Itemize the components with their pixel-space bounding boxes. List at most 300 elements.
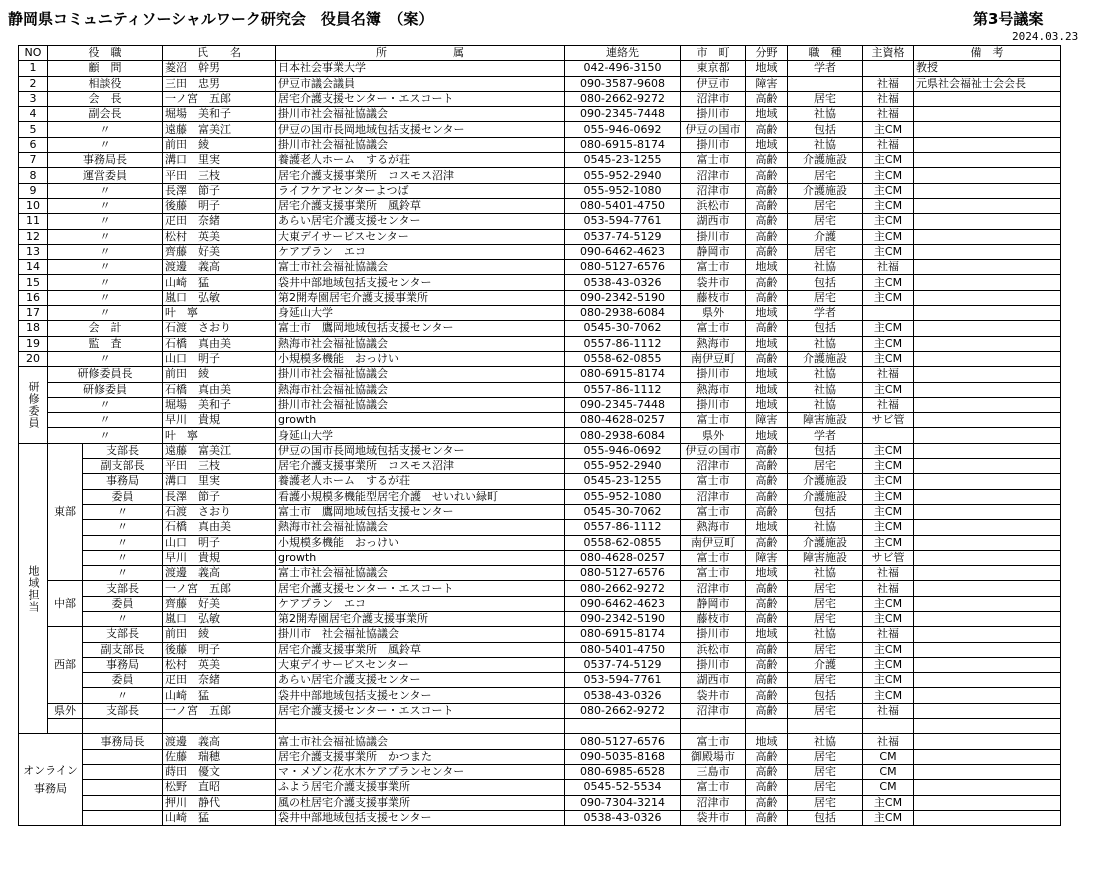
job-cell: 障害施設: [788, 550, 863, 565]
role-cell: 〃: [83, 535, 163, 550]
field-cell: 高齢: [746, 168, 788, 183]
org-cell: ふよう居宅介護支援事業所: [276, 780, 565, 795]
job-cell: 居宅: [788, 198, 863, 213]
col-org: 所 属: [276, 46, 565, 61]
spacer-cell: [48, 719, 83, 734]
job-cell: 社協: [788, 734, 863, 749]
city-cell: 沼津市: [681, 183, 746, 198]
job-cell: 社協: [788, 520, 863, 535]
job-cell: 包括: [788, 443, 863, 458]
role-cell: 事務局: [83, 657, 163, 672]
city-cell: 沼津市: [681, 489, 746, 504]
org-cell: 掛川市社会福祉協議会: [276, 107, 565, 122]
city-cell: 藤枝市: [681, 290, 746, 305]
tel-cell: 090-7304-3214: [565, 795, 681, 810]
field-cell: 高齢: [746, 244, 788, 259]
name-cell: 溝口 里実: [163, 153, 276, 168]
job-cell: 介護施設: [788, 351, 863, 366]
name-cell: 石橋 真由美: [163, 382, 276, 397]
job-cell: 居宅: [788, 91, 863, 106]
qual-cell: 社福: [863, 581, 914, 596]
field-cell: 高齢: [746, 214, 788, 229]
note-cell: [914, 306, 1061, 321]
role-cell: 監 査: [48, 336, 163, 351]
table-row: [19, 260, 1061, 275]
name-cell: 渡邊 義高: [163, 566, 276, 581]
qual-cell: 主CM: [863, 443, 914, 458]
name-cell: 渡邊 義高: [163, 260, 276, 275]
city-cell: 富士市: [681, 566, 746, 581]
job-cell: 包括: [788, 688, 863, 703]
table-row: [19, 122, 1061, 137]
field-cell: 地域: [746, 520, 788, 535]
name-cell: 一ノ宮 五郎: [163, 581, 276, 596]
city-cell: 富士市: [681, 550, 746, 565]
table-row: [19, 550, 1061, 565]
city-cell: 富士市: [681, 153, 746, 168]
org-cell: ケアプラン エコ: [276, 244, 565, 259]
col-role: 役 職: [48, 46, 163, 61]
role-cell: 支部長: [83, 443, 163, 458]
role-cell: 〃: [48, 214, 163, 229]
city-cell: 沼津市: [681, 168, 746, 183]
job-cell: 居宅: [788, 459, 863, 474]
table-row: [19, 168, 1061, 183]
job-cell: 居宅: [788, 703, 863, 718]
note-cell: [914, 535, 1061, 550]
role-cell: 〃: [48, 183, 163, 198]
qual-cell: 主CM: [863, 229, 914, 244]
table-row: [19, 764, 1061, 779]
table-row: [19, 749, 1061, 764]
job-cell: 居宅: [788, 795, 863, 810]
city-cell: 熱海市: [681, 336, 746, 351]
field-cell: 高齢: [746, 780, 788, 795]
name-cell: 一ノ宮 五郎: [163, 703, 276, 718]
field-cell: 高齢: [746, 321, 788, 336]
name-cell: 前田 綾: [163, 627, 276, 642]
qual-cell: 社福: [863, 367, 914, 382]
tel-cell: 055-952-1080: [565, 489, 681, 504]
org-cell: 熱海市社会福祉協議会: [276, 336, 565, 351]
note-cell: [914, 764, 1061, 779]
city-cell: 沼津市: [681, 795, 746, 810]
name-cell: 佐藤 瑞穂: [163, 749, 276, 764]
group-label-online: オンライン事務局: [19, 734, 83, 826]
job-cell: 社協: [788, 336, 863, 351]
name-cell: 溝口 里実: [163, 474, 276, 489]
role-cell: 副支部長: [83, 459, 163, 474]
qual-cell: 社福: [863, 734, 914, 749]
col-note: 備 考: [914, 46, 1061, 61]
qual-cell: 主CM: [863, 351, 914, 366]
name-cell: 嵐口 弘敏: [163, 611, 276, 626]
tel-cell: 080-5127-6576: [565, 734, 681, 749]
role-cell: 〃: [48, 229, 163, 244]
col-no: NO: [19, 46, 48, 61]
qual-cell: CM: [863, 764, 914, 779]
table-row: [19, 91, 1061, 106]
name-cell: 石渡 さおり: [163, 321, 276, 336]
name-cell: 齊藤 好美: [163, 596, 276, 611]
qual-cell: 主CM: [863, 244, 914, 259]
name-cell: 早川 貴規: [163, 550, 276, 565]
role-cell: 委員: [83, 673, 163, 688]
name-cell: 遠藤 富美江: [163, 443, 276, 458]
header-row: [19, 46, 1061, 61]
org-cell: 居宅介護支援事業所 かつまた: [276, 749, 565, 764]
role-cell: 支部長: [83, 581, 163, 596]
note-cell: [914, 627, 1061, 642]
field-cell: 障害: [746, 76, 788, 91]
spacer-cell: [276, 719, 565, 734]
tel-cell: 080-2938-6084: [565, 428, 681, 443]
qual-cell: 社福: [863, 76, 914, 91]
org-cell: 小規模多機能 おっけい: [276, 535, 565, 550]
org-cell: 掛川市 社会福祉協議会: [276, 627, 565, 642]
no-cell: 6: [19, 137, 48, 152]
field-cell: 高齢: [746, 535, 788, 550]
tel-cell: 0545-30-7062: [565, 504, 681, 519]
city-cell: 掛川市: [681, 137, 746, 152]
field-cell: 高齢: [746, 489, 788, 504]
tel-cell: 090-5035-8168: [565, 749, 681, 764]
org-cell: 大東デイサービスセンター: [276, 229, 565, 244]
note-cell: [914, 290, 1061, 305]
org-cell: 伊豆市議会議員: [276, 76, 565, 91]
field-cell: 高齢: [746, 459, 788, 474]
note-cell: [914, 107, 1061, 122]
role-cell: 運営委員: [48, 168, 163, 183]
qual-cell: 主CM: [863, 795, 914, 810]
spacer-cell: [863, 719, 914, 734]
org-cell: 身延山大学: [276, 428, 565, 443]
document-date: 2024.03.23: [1012, 30, 1079, 43]
tel-cell: 080-2662-9272: [565, 581, 681, 596]
tel-cell: 053-594-7761: [565, 214, 681, 229]
city-cell: 東京都: [681, 61, 746, 76]
name-cell: 長澤 節子: [163, 183, 276, 198]
city-cell: 県外: [681, 428, 746, 443]
qual-cell: 社福: [863, 627, 914, 642]
name-cell: 遠藤 富美江: [163, 122, 276, 137]
note-cell: [914, 214, 1061, 229]
role-cell: 支部長: [83, 627, 163, 642]
no-cell: 18: [19, 321, 48, 336]
tel-cell: 0538-43-0326: [565, 688, 681, 703]
city-cell: 湖西市: [681, 673, 746, 688]
no-cell: 15: [19, 275, 48, 290]
field-cell: 高齢: [746, 581, 788, 596]
field-cell: 高齢: [746, 290, 788, 305]
city-cell: 袋井市: [681, 275, 746, 290]
city-cell: 伊豆の国市: [681, 443, 746, 458]
name-cell: 石橋 真由美: [163, 520, 276, 535]
tel-cell: 080-6915-8174: [565, 627, 681, 642]
job-cell: 居宅: [788, 780, 863, 795]
qual-cell: 主CM: [863, 153, 914, 168]
org-cell: 伊豆の国市長岡地域包括支援センター: [276, 443, 565, 458]
org-cell: 第2開寿園居宅介護支援事業所: [276, 290, 565, 305]
no-cell: 10: [19, 198, 48, 213]
role-cell: 〃: [48, 306, 163, 321]
tel-cell: 080-5401-4750: [565, 642, 681, 657]
job-cell: 包括: [788, 275, 863, 290]
name-cell: 平田 三枝: [163, 459, 276, 474]
table-row: [19, 153, 1061, 168]
note-cell: [914, 581, 1061, 596]
no-cell: 1: [19, 61, 48, 76]
city-cell: 富士市: [681, 474, 746, 489]
role-cell: 〃: [48, 198, 163, 213]
field-cell: 高齢: [746, 351, 788, 366]
qual-cell: [863, 61, 914, 76]
table-row: [19, 474, 1061, 489]
job-cell: 居宅: [788, 290, 863, 305]
job-cell: [788, 76, 863, 91]
tel-cell: 0545-52-5534: [565, 780, 681, 795]
field-cell: 高齢: [746, 673, 788, 688]
tel-cell: 080-2662-9272: [565, 91, 681, 106]
tel-cell: 090-6462-4623: [565, 244, 681, 259]
qual-cell: 社福: [863, 137, 914, 152]
role-cell: 委員: [83, 489, 163, 504]
qual-cell: 主CM: [863, 214, 914, 229]
spacer-cell: [163, 719, 276, 734]
name-cell: 山口 明子: [163, 535, 276, 550]
city-cell: 熱海市: [681, 382, 746, 397]
name-cell: 疋田 奈緒: [163, 673, 276, 688]
city-cell: 沼津市: [681, 703, 746, 718]
table-row: [19, 504, 1061, 519]
city-cell: 掛川市: [681, 229, 746, 244]
tel-cell: 080-5401-4750: [565, 198, 681, 213]
spacer-cell: [746, 719, 788, 734]
tel-cell: 053-594-7761: [565, 673, 681, 688]
name-cell: 堀場 美和子: [163, 107, 276, 122]
table-row: [19, 336, 1061, 351]
city-cell: 掛川市: [681, 627, 746, 642]
tel-cell: 055-946-0692: [565, 122, 681, 137]
qual-cell: 主CM: [863, 810, 914, 825]
field-cell: 地域: [746, 367, 788, 382]
org-cell: 養護老人ホーム するが荘: [276, 153, 565, 168]
tel-cell: 0537-74-5129: [565, 657, 681, 672]
table-row: [19, 229, 1061, 244]
qual-cell: 社福: [863, 397, 914, 412]
table-row: [19, 734, 1061, 749]
table-row: [19, 351, 1061, 366]
field-cell: 高齢: [746, 443, 788, 458]
role-cell: 〃: [83, 520, 163, 535]
city-cell: 浜松市: [681, 198, 746, 213]
city-cell: 伊豆市: [681, 76, 746, 91]
table-row: [19, 780, 1061, 795]
field-cell: 地域: [746, 306, 788, 321]
qual-cell: 社福: [863, 91, 914, 106]
field-cell: 地域: [746, 107, 788, 122]
table-row: [19, 183, 1061, 198]
note-cell: 元県社会福祉士会会長: [914, 76, 1061, 91]
table-row: [19, 611, 1061, 626]
tel-cell: 0545-30-7062: [565, 321, 681, 336]
role-cell: 〃: [83, 611, 163, 626]
table-row: [19, 810, 1061, 825]
role-cell: 〃: [48, 397, 163, 412]
job-cell: 介護施設: [788, 489, 863, 504]
qual-cell: 主CM: [863, 504, 914, 519]
role-cell: 〃: [48, 290, 163, 305]
name-cell: 齊藤 好美: [163, 244, 276, 259]
note-cell: [914, 810, 1061, 825]
job-cell: 居宅: [788, 749, 863, 764]
tel-cell: 090-3587-9608: [565, 76, 681, 91]
tel-cell: 080-6915-8174: [565, 137, 681, 152]
name-cell: 後藤 明子: [163, 642, 276, 657]
tel-cell: 090-2342-5190: [565, 611, 681, 626]
no-cell: 14: [19, 260, 48, 275]
job-cell: 居宅: [788, 168, 863, 183]
col-field: 分野: [746, 46, 788, 61]
field-cell: 地域: [746, 428, 788, 443]
no-cell: 5: [19, 122, 48, 137]
qual-cell: 主CM: [863, 275, 914, 290]
role-cell: 〃: [83, 550, 163, 565]
field-cell: 高齢: [746, 764, 788, 779]
note-cell: [914, 321, 1061, 336]
note-cell: [914, 275, 1061, 290]
field-cell: 高齢: [746, 688, 788, 703]
tel-cell: 080-4628-0257: [565, 550, 681, 565]
role-cell: 会 計: [48, 321, 163, 336]
city-cell: 富士市: [681, 734, 746, 749]
tel-cell: 0557-86-1112: [565, 382, 681, 397]
table-row: [19, 443, 1061, 458]
note-cell: [914, 611, 1061, 626]
tel-cell: 080-5127-6576: [565, 260, 681, 275]
note-cell: [914, 428, 1061, 443]
job-cell: 社協: [788, 137, 863, 152]
job-cell: 学者: [788, 306, 863, 321]
role-cell: 〃: [48, 137, 163, 152]
org-cell: 第2開寿園居宅介護支援事業所: [276, 611, 565, 626]
job-cell: 介護: [788, 229, 863, 244]
table-row: [19, 198, 1061, 213]
field-cell: 障害: [746, 413, 788, 428]
city-cell: 伊豆の国市: [681, 122, 746, 137]
job-cell: 社協: [788, 367, 863, 382]
job-cell: 居宅: [788, 244, 863, 259]
note-cell: [914, 795, 1061, 810]
field-cell: 障害: [746, 550, 788, 565]
org-cell: 富士市 鷹岡地域包括支援センター: [276, 504, 565, 519]
qual-cell: 主CM: [863, 657, 914, 672]
qual-cell: 主CM: [863, 336, 914, 351]
tel-cell: 0538-43-0326: [565, 810, 681, 825]
name-cell: 菱沼 幹男: [163, 61, 276, 76]
area-cell: 中部: [48, 581, 83, 627]
note-cell: [914, 520, 1061, 535]
org-cell: 掛川市社会福祉協議会: [276, 367, 565, 382]
agenda-number: 第3号議案: [973, 10, 1044, 28]
qual-cell: 主CM: [863, 459, 914, 474]
note-cell: [914, 413, 1061, 428]
note-cell: [914, 504, 1061, 519]
no-cell: 9: [19, 183, 48, 198]
city-cell: 富士市: [681, 260, 746, 275]
city-cell: 掛川市: [681, 107, 746, 122]
org-cell: 熱海市社会福祉協議会: [276, 520, 565, 535]
note-cell: [914, 596, 1061, 611]
name-cell: 石橋 真由美: [163, 336, 276, 351]
spacer-row: [19, 719, 1061, 734]
note-cell: [914, 91, 1061, 106]
qual-cell: 社福: [863, 260, 914, 275]
spacer-cell: [83, 719, 163, 734]
col-name: 氏 名: [163, 46, 276, 61]
tel-cell: 080-4628-0257: [565, 413, 681, 428]
job-cell: 障害施設: [788, 413, 863, 428]
name-cell: 長澤 節子: [163, 489, 276, 504]
note-cell: [914, 122, 1061, 137]
role-cell: [83, 749, 163, 764]
note-cell: [914, 382, 1061, 397]
field-cell: 高齢: [746, 183, 788, 198]
name-cell: 松村 英美: [163, 657, 276, 672]
job-cell: 包括: [788, 321, 863, 336]
note-cell: [914, 734, 1061, 749]
col-city: 市 町: [681, 46, 746, 61]
job-cell: 居宅: [788, 214, 863, 229]
job-cell: 包括: [788, 810, 863, 825]
role-cell: 事務局長: [83, 734, 163, 749]
table-row: [19, 306, 1061, 321]
job-cell: 居宅: [788, 611, 863, 626]
org-cell: 袋井中部地域包括支援センター: [276, 810, 565, 825]
role-cell: 〃: [83, 566, 163, 581]
city-cell: 袋井市: [681, 688, 746, 703]
field-cell: 高齢: [746, 122, 788, 137]
field-cell: 地域: [746, 61, 788, 76]
field-cell: 高齢: [746, 657, 788, 672]
qual-cell: [863, 428, 914, 443]
qual-cell: 主CM: [863, 290, 914, 305]
note-cell: [914, 153, 1061, 168]
qual-cell: 主CM: [863, 382, 914, 397]
spacer-cell: [914, 719, 1061, 734]
no-cell: 19: [19, 336, 48, 351]
org-cell: 居宅介護支援センター・エスコート: [276, 581, 565, 596]
col-qual: 主資格: [863, 46, 914, 61]
note-cell: [914, 703, 1061, 718]
qual-cell: サビ管: [863, 550, 914, 565]
city-cell: 熱海市: [681, 520, 746, 535]
table-row: [19, 275, 1061, 290]
name-cell: 山崎 猛: [163, 810, 276, 825]
note-cell: [914, 244, 1061, 259]
org-cell: 身延山大学: [276, 306, 565, 321]
job-cell: 社協: [788, 107, 863, 122]
table-row: [19, 214, 1061, 229]
role-cell: [83, 764, 163, 779]
note-cell: [914, 657, 1061, 672]
role-cell: 〃: [48, 428, 163, 443]
org-cell: 日本社会事業大学: [276, 61, 565, 76]
table-row: [19, 703, 1061, 718]
tel-cell: 055-952-2940: [565, 459, 681, 474]
table-row: [19, 688, 1061, 703]
note-cell: [914, 642, 1061, 657]
